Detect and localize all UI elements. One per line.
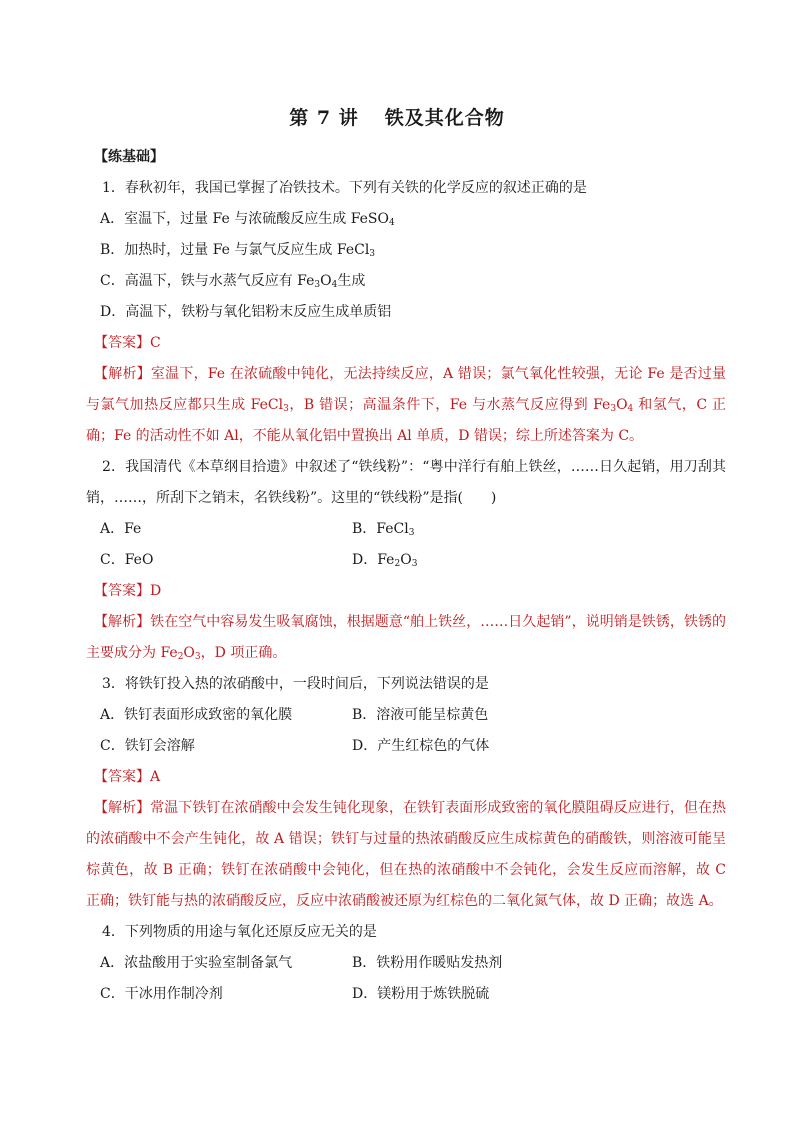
question-2-option-c: C．FeO	[100, 552, 154, 568]
question-1-stem: 1．春秋初年，我国已掌握了冶铁技术。下列有关铁的化学反应的叙述正确的是	[102, 180, 587, 196]
question-3-options-ab	[86, 700, 726, 731]
question-2-options-cd	[86, 545, 726, 576]
lecture-number: 第 7 讲	[289, 107, 359, 129]
question-4-option-a: A．浓盐酸用于实验室制备氯气	[100, 955, 293, 971]
question-1-option-a: A．室温下，过量 Fe 与浓硫酸反应生成 FeSO$_4$	[100, 211, 395, 228]
question-4-options-cd	[86, 979, 726, 1010]
question-1-answer: 【答案】C	[94, 335, 161, 351]
page-title	[0, 103, 794, 130]
question-4-options-ab	[86, 948, 726, 979]
question-4-option-d: D．镁粉用于炼铁脱硫	[352, 986, 490, 1002]
question-3-option-d: D．产生红棕色的气体	[352, 738, 490, 754]
question-4-option-c: C．干冰用作制冷剂	[100, 986, 223, 1002]
question-2-option-b: B．FeCl$_3$	[352, 521, 415, 538]
question-3-option-b: B．溶液可能呈棕黄色	[352, 707, 489, 723]
exercise-content	[86, 142, 726, 1010]
question-3-option-c: C．铁钉会溶解	[100, 738, 195, 754]
question-2-stem: 2．我国清代《本草纲目拾遗》中叙述了“铁线粉”：“粤中洋行有舶上铁丝，……日久起销，用刀刮其销，……，所刮下之销末，名铁线粉”。这里的“铁线粉”是指( )	[86, 459, 726, 506]
question-3-stem: 3．将铁钉投入热的浓硝酸中，一段时间后，下列说法错误的是	[102, 676, 489, 692]
question-3-option-a: A．铁钉表面形成致密的氧化膜	[100, 707, 293, 723]
question-2-option-a: A．Fe	[100, 521, 142, 537]
question-2-analysis: 【解析】铁在空气中容易发生吸氧腐蚀，根据题意“舶上铁丝，……日久起销”，说明销是铁锈，铁锈的主要成分为 $Fe_2O_3$，D 项正确。	[86, 614, 727, 662]
section-heading: 【练基础】	[94, 149, 164, 165]
question-3-analysis: 【解析】常温下铁钉在浓硝酸中会发生钝化现象，在铁钉表面形成致密的氧化膜阻碍反应进行，但在热的浓硝酸中不会产生钝化，故 A 错误；铁钉与过量的热浓硝酸反应生成棕黄色的硝酸铁，则溶液可能呈棕黄色，故 B 正确；铁钉在浓硝酸中会钝化，但在热的浓硝酸中不会钝化，会发生反应而溶解，故 C 正确；铁钉能与热的浓硝酸反应，反应中浓硝酸被还原为红棕色的二氧化氮气体，故 D 正确；故选 A。	[86, 800, 727, 909]
question-1-option-d: D．高温下，铁粉与氧化铝粉末反应生成单质铝	[100, 304, 392, 320]
question-1-option-b: B．加热时，过量 Fe 与氯气反应生成 FeCl$_3$	[100, 242, 376, 259]
question-1-analysis: 【解析】室温下，Fe 在浓硫酸中钝化，无法持续反应，A 错误；氯气氧化性较强，无论 Fe 是否过量与氯气加热反应都只生成 FeCl$_3$，B 错误；高温条件下，Fe 与水蒸气反应得到 $Fe_3O_4$ 和氢气，C 正确；Fe 的活动性不如 Al，不能从氧化铝中置换出 Al 单质，D 错误；综上所述答案为 C。	[86, 366, 726, 444]
question-2-answer: 【答案】D	[94, 583, 162, 599]
question-2-options-ab	[86, 514, 726, 545]
question-4-stem: 4．下列物质的用途与氧化还原反应无关的是	[102, 924, 377, 940]
question-2-option-d: D．$Fe_2O_3$	[352, 552, 418, 569]
question-4-option-b: B．铁粉用作暖贴发热剂	[352, 955, 503, 971]
question-3-options-cd	[86, 731, 726, 762]
lecture-topic: 铁及其化合物	[384, 107, 505, 129]
question-1-option-c: C．高温下，铁与水蒸气反应有 $Fe_3O_4$生成	[100, 273, 366, 290]
question-3-answer: 【答案】A	[94, 769, 161, 785]
